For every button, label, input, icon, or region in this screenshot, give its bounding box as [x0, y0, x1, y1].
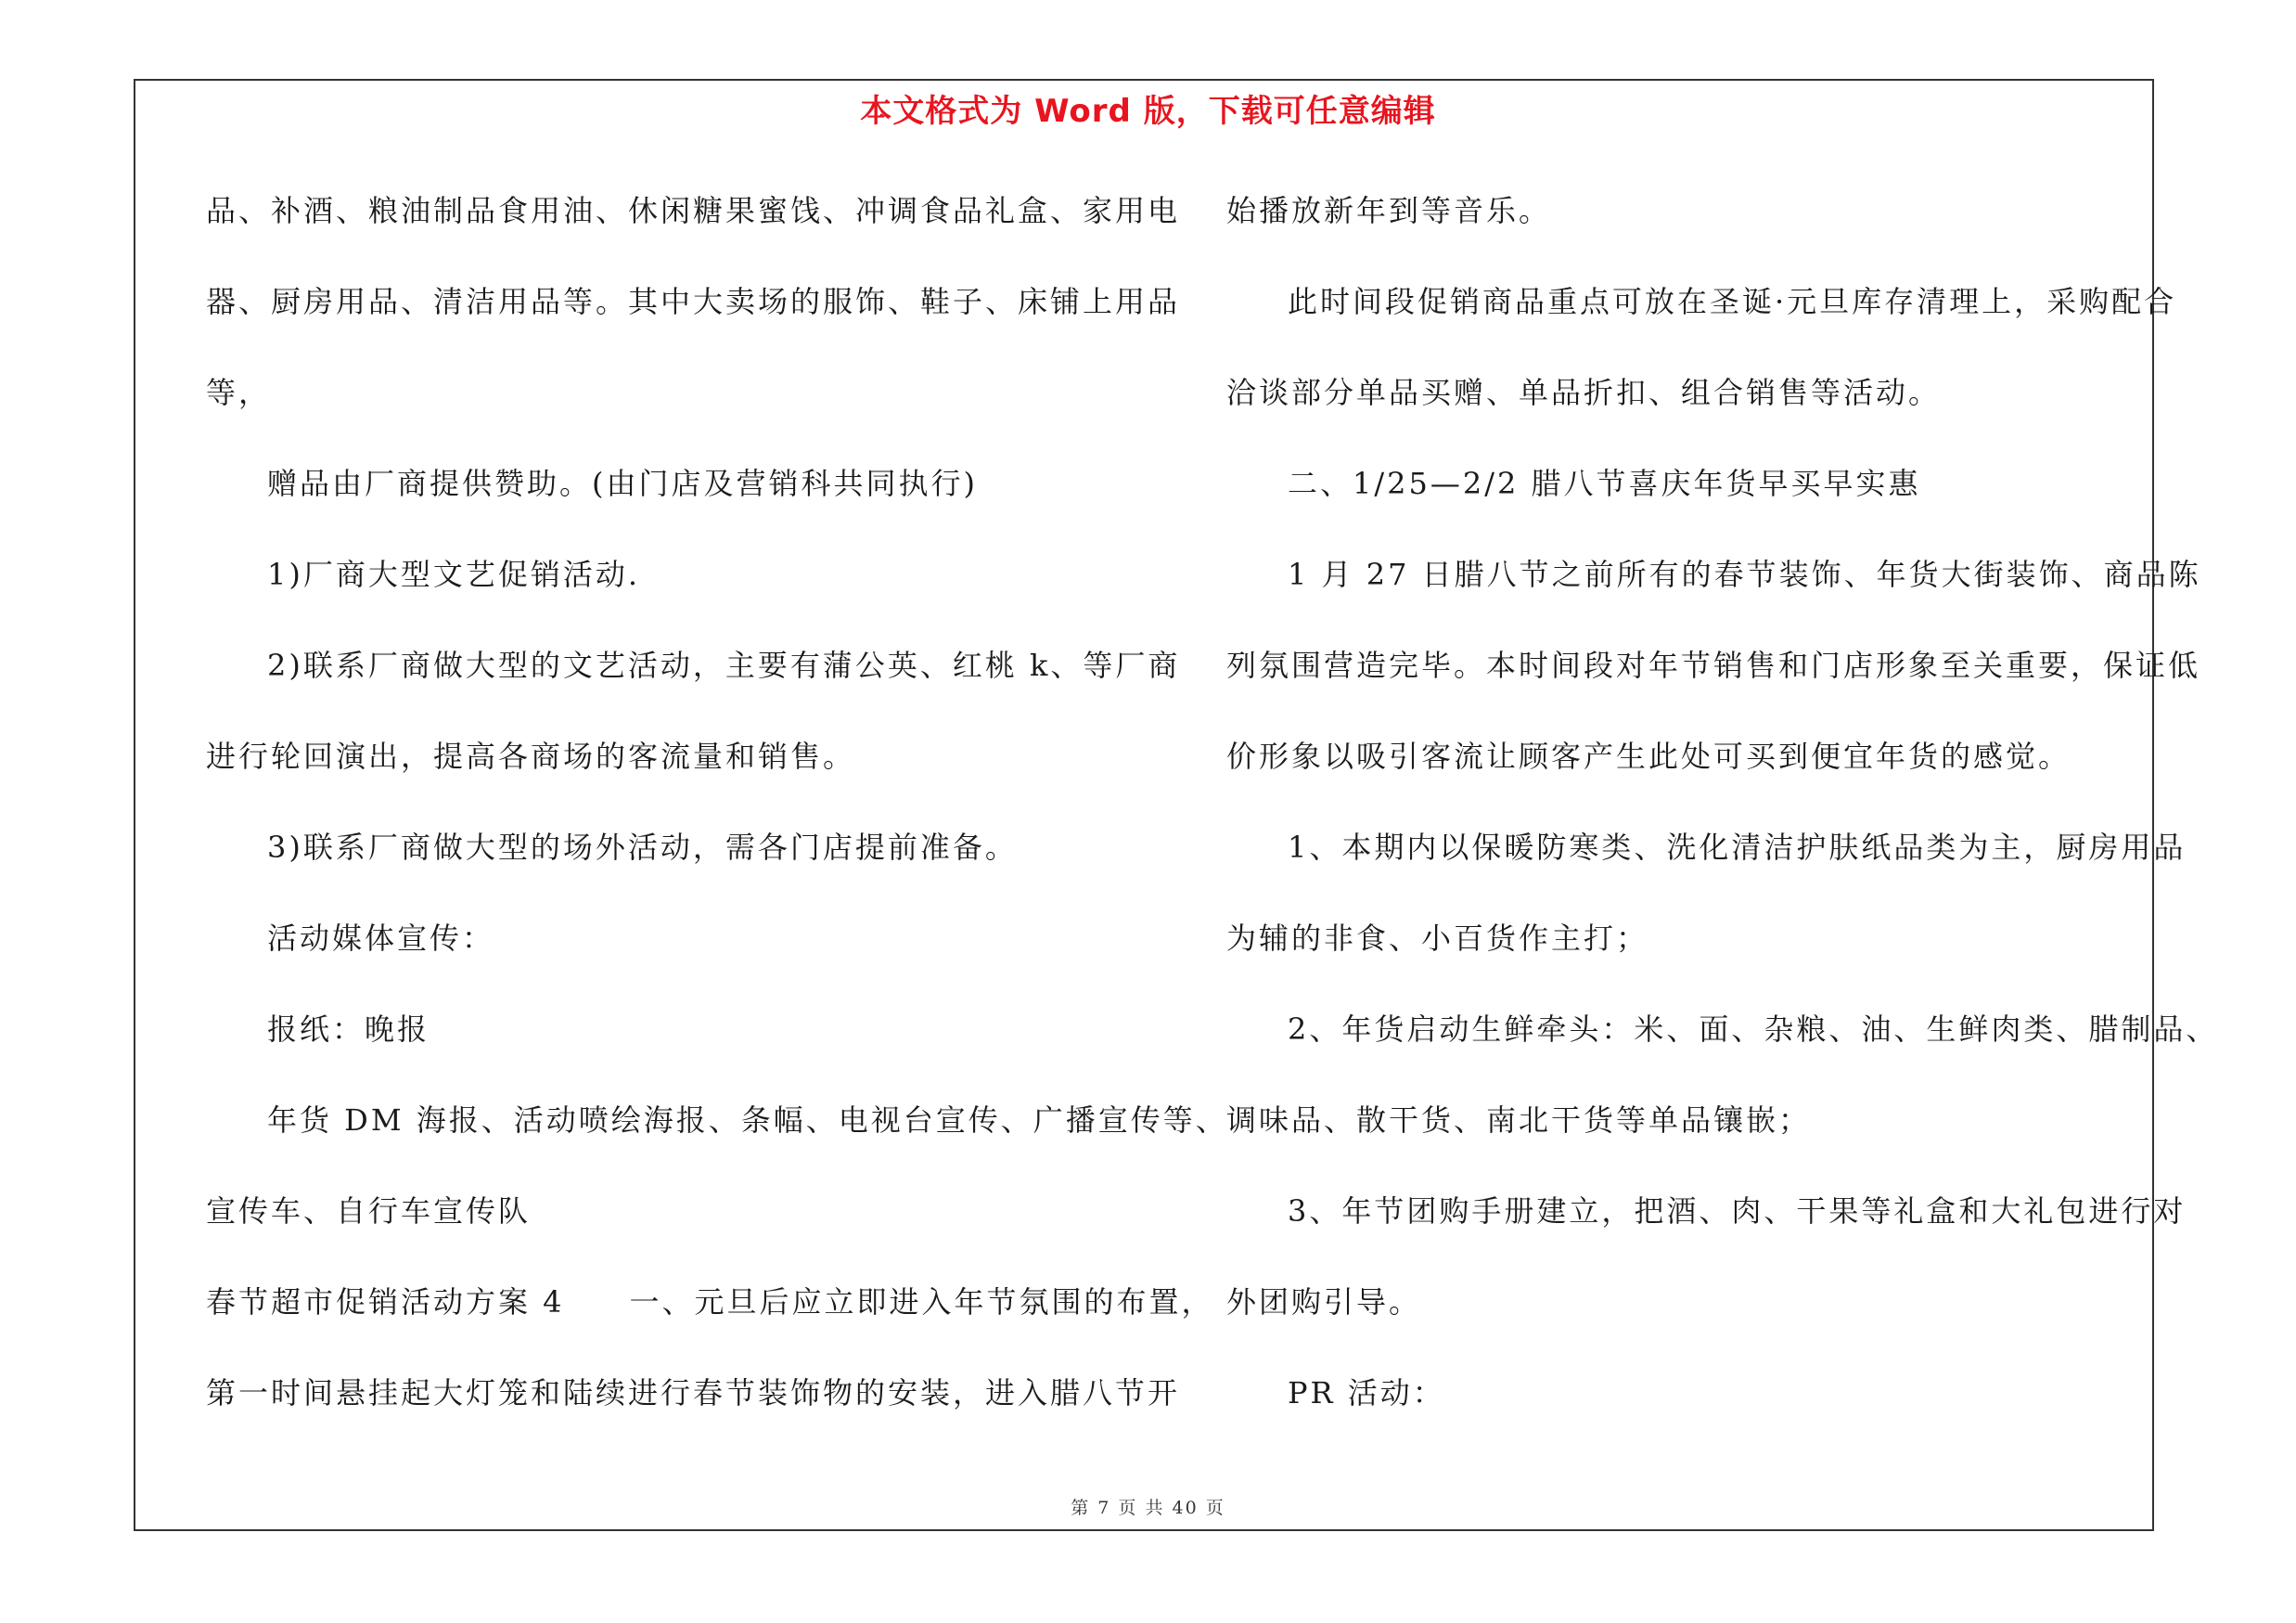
text-line: 品、补酒、粮油制品食用油、休闲糖果蜜饯、冲调食品礼盒、家用电: [206, 193, 1181, 228]
text-line: 此时间段促销商品重点可放在圣诞·元旦库存清理上，采购配合: [1288, 284, 2177, 319]
text-line: PR 活动：: [1288, 1375, 1445, 1410]
right-text-column: [1226, 183, 2219, 1456]
text-line: 为辅的非食、小百货作主打；: [1226, 921, 1649, 956]
text-line: 器、厨房用品、清洁用品等。其中大卖场的服饰、鞋子、床铺上用品: [206, 284, 1181, 319]
text-line: 进行轮回演出，提高各商场的客流量和销售。: [206, 739, 856, 774]
left-text-column: [206, 183, 1228, 1456]
text-line: 2)联系厂商做大型的文艺活动，主要有蒲公英、红桃 k、等厂商: [267, 648, 1181, 683]
text-line: 年货 DM 海报、活动喷绘海报、条幅、电视台宣传、广播宣传等、: [267, 1102, 1228, 1138]
text-line: 1)厂商大型文艺促销活动.: [267, 557, 641, 592]
text-line: 价形象以吸引客流让顾客产生此处可买到便宜年货的感觉。: [1226, 739, 2072, 774]
text-line: 3)联系厂商做大型的场外活动，需各门店提前准备。: [267, 830, 1018, 865]
text-line: 二、1/25—2/2 腊八节喜庆年货早买早实惠: [1288, 466, 1921, 501]
text-line: 春节超市促销活动方案 4 一、元旦后应立即进入年节氛围的布置，: [206, 1284, 1214, 1320]
page-number: 第 7 页 共 40 页: [1071, 1498, 1225, 1518]
text-line: 报纸：晚报: [267, 1011, 430, 1047]
text-line: 2、年货启动生鲜牵头：米、面、杂粮、油、生鲜肉类、腊制品、: [1288, 1011, 2219, 1047]
text-line: 赠品由厂商提供赞助。(由门店及营销科共同执行): [267, 466, 978, 501]
document-banner: 本文格式为 Word 版，下载可任意编辑: [860, 93, 1436, 130]
text-line: 1、本期内以保暖防寒类、洗化清洁护肤纸品类为主，厨房用品: [1288, 830, 2187, 865]
text-line: 第一时间悬挂起大灯笼和陆续进行春节装饰物的安装，进入腊八节开: [206, 1375, 1181, 1410]
text-line: 1 月 27 日腊八节之前所有的春节装饰、年货大街装饰、商品陈: [1288, 557, 2201, 592]
text-line: 3、年节团购手册建立，把酒、肉、干果等礼盒和大礼包进行对: [1288, 1193, 2187, 1229]
text-line: 外团购引导。: [1226, 1284, 1422, 1320]
text-line: 洽谈部分单品买赠、单品折扣、组合销售等活动。: [1226, 375, 1942, 410]
text-line: 宣传车、自行车宣传队: [206, 1193, 532, 1229]
text-line: 列氛围营造完毕。本时间段对年节销售和门店形象至关重要，保证低: [1226, 648, 2201, 683]
text-line: 等，: [206, 375, 272, 410]
text-line: 始播放新年到等音乐。: [1226, 193, 1552, 228]
text-line: 活动媒体宣传：: [267, 921, 495, 956]
text-line: 调味品、散干货、南北干货等单品镶嵌；: [1226, 1102, 1812, 1138]
